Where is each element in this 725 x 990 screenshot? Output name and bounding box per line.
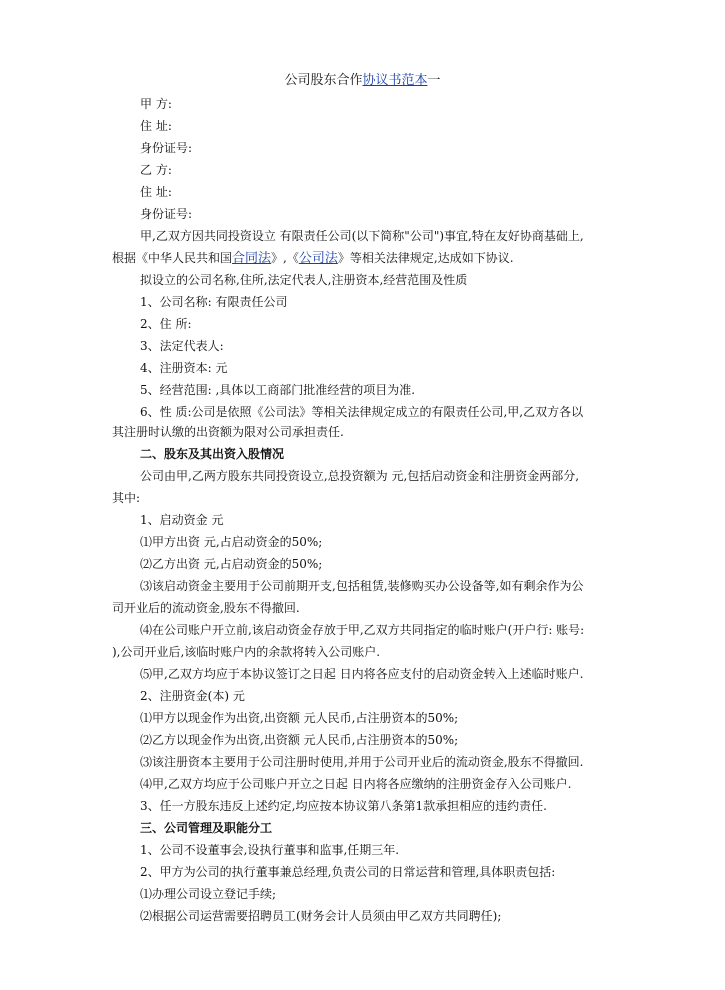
preamble-text: 根据《中华人民共和国: [112, 251, 233, 265]
list-item: 3、法定代表人:: [140, 339, 224, 353]
party-b-line: 乙 方:: [140, 163, 172, 177]
list-item-continuation: ),公司开业后,该临时账户内的余款将转入公司账户.: [112, 645, 381, 659]
address-a-line: 住 址:: [140, 119, 172, 133]
list-item: 1、公司不设董事会,设执行董事和监事,任期三年.: [140, 843, 400, 857]
list-item-continuation: 其注册时认缴的出资额为限对公司承担责任.: [112, 425, 344, 439]
id-b-line: 身份证号:: [140, 207, 193, 221]
section2-heading: 二、股东及其出资入股情况: [140, 447, 285, 461]
preamble-text: 》,《: [271, 251, 299, 265]
party-a-line: 甲 方:: [140, 97, 172, 111]
section2-intro-cont: 其中:: [112, 491, 141, 505]
list-item: ⑷甲,乙双方均应于公司账户开立之日起 日内将各应缴纳的注册资金存入公司账户.: [140, 777, 572, 791]
address-b-line: 住 址:: [140, 185, 172, 199]
title-suffix: 一: [427, 73, 441, 88]
list-item: 4、注册资本: 元: [140, 361, 228, 375]
list-item: ⑴甲方以现金作为出资,出资额 元人民币,占注册资本的50%;: [140, 711, 459, 725]
list-item: 2、住 所:: [140, 317, 192, 331]
list-item: 2、注册资金(本) 元: [140, 689, 245, 703]
list-item: 2、甲方为公司的执行董事兼总经理,负责公司的日常运营和管理,具体职责包括:: [140, 865, 556, 879]
list-item: ⑵根据公司运营需要招聘员工(财务会计人员须由甲乙双方共同聘任);: [140, 909, 502, 923]
list-item: ⑷在公司账户开立前,该启动资金存放于甲,乙双方共同指定的临时账户(开户行: 账号:: [140, 623, 585, 637]
list-item: ⑶该注册资本主要用于公司注册时使用,并用于公司开业后的流动资金,股东不得撤回.: [140, 755, 584, 769]
company-law-link[interactable]: 公司法: [298, 251, 338, 266]
preamble-line-1: 甲,乙双方因共同投资设立 有限责任公司(以下简称"公司")事宜,特在友好协商基础上,: [140, 229, 584, 243]
list-item: ⑵乙方以现金作为出资,出资额 元人民币,占注册资本的50%;: [140, 733, 459, 747]
list-item: 6、性 质:公司是依照《公司法》等相关法律规定成立的有限责任公司,甲,乙双方各以: [140, 405, 584, 419]
contract-law-link[interactable]: 合同法: [232, 251, 272, 266]
list-item: ⑴甲方出资 元,占启动资金的50%;: [140, 535, 323, 549]
list-item: ⑵乙方出资 元,占启动资金的50%;: [140, 557, 323, 571]
list-item-continuation: 司开业后的流动资金,股东不得撤回.: [112, 601, 300, 615]
title-text: 公司股东合作: [284, 73, 363, 88]
id-a-line: 身份证号:: [140, 141, 193, 155]
preamble-text: 》等相关法律规定,达成如下协议.: [337, 251, 514, 265]
title-link[interactable]: 协议书范本: [362, 73, 428, 88]
list-item: 1、公司名称: 有限责任公司: [140, 295, 288, 309]
list-item: 1、启动资金 元: [140, 513, 224, 527]
list-item: ⑴办理公司设立登记手续;: [140, 887, 277, 901]
list-item: 5、经营范围: ,具体以工商部门批准经营的项目为准.: [140, 383, 416, 397]
preamble-line-2: [112, 250, 514, 267]
section1-intro: 拟设立的公司名称,住所,法定代表人,注册资本,经营范围及性质: [140, 273, 468, 287]
document-title: [0, 72, 725, 90]
list-item: ⑸甲,乙双方均应于本协议签订之日起 日内将各应支付的启动资金转入上述临时账户.: [140, 667, 584, 681]
list-item: ⑶该启动资金主要用于公司前期开支,包括租赁,装修购买办公设备等,如有剩余作为公: [140, 579, 584, 593]
list-item: 3、任一方股东违反上述约定,均应按本协议第八条第1款承担相应的违约责任.: [140, 799, 547, 813]
section2-intro: 公司由甲,乙两方股东共同投资设立,总投资额为 元,包括启动资金和注册资金两部分,: [140, 469, 580, 483]
section3-heading: 三、公司管理及职能分工: [140, 821, 273, 835]
